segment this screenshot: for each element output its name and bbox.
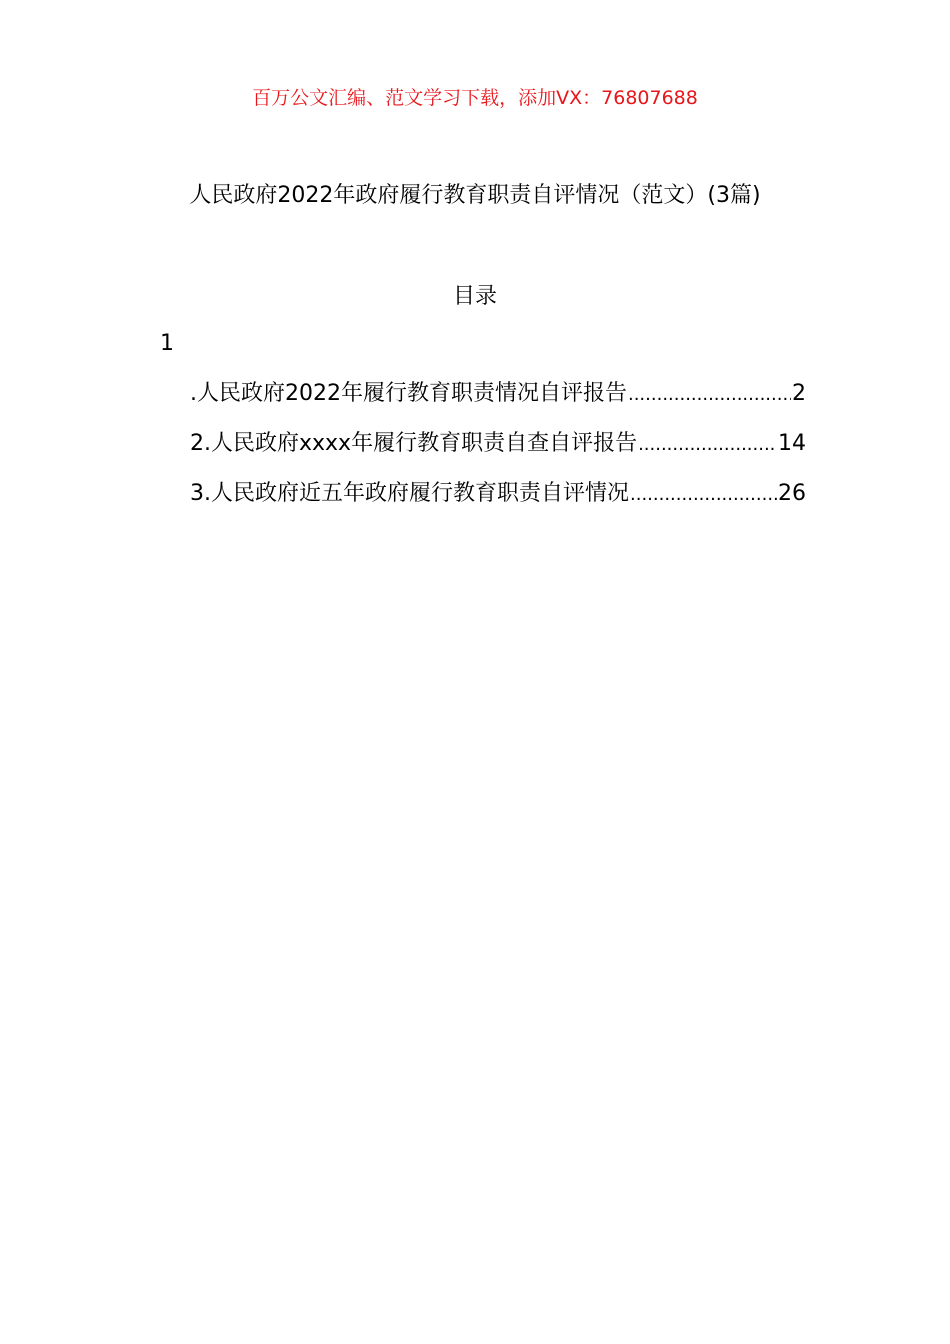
toc-dot-leader (630, 478, 777, 512)
toc-entry-title: .人民政府2022年履行教育职责情况自评报告 (190, 381, 627, 406)
document-title: 人民政府2022年政府履行教育职责自评情况（范文）(3篇) (189, 183, 761, 208)
toc-entry-number: 1 (160, 331, 174, 356)
table-of-contents (190, 377, 806, 527)
toc-entry-title: 3.人民政府近五年政府履行教育职责自评情况 (190, 481, 629, 506)
toc-entry[interactable] (190, 377, 806, 427)
toc-entry[interactable] (190, 477, 806, 527)
watermark-banner: 百万公文汇编、范文学习下载，添加VX：76807688 (252, 87, 698, 109)
toc-page-number: 2 (792, 381, 806, 406)
toc-heading: 目录 (452, 284, 497, 309)
toc-entry-title: 2.人民政府xxxx年履行教育职责自查自评报告 (190, 431, 638, 456)
toc-dot-leader (628, 378, 791, 412)
toc-page-number: 26 (778, 481, 806, 506)
toc-dot-leader (638, 428, 777, 462)
toc-page-number: 14 (778, 431, 806, 456)
toc-entry[interactable] (190, 427, 806, 477)
